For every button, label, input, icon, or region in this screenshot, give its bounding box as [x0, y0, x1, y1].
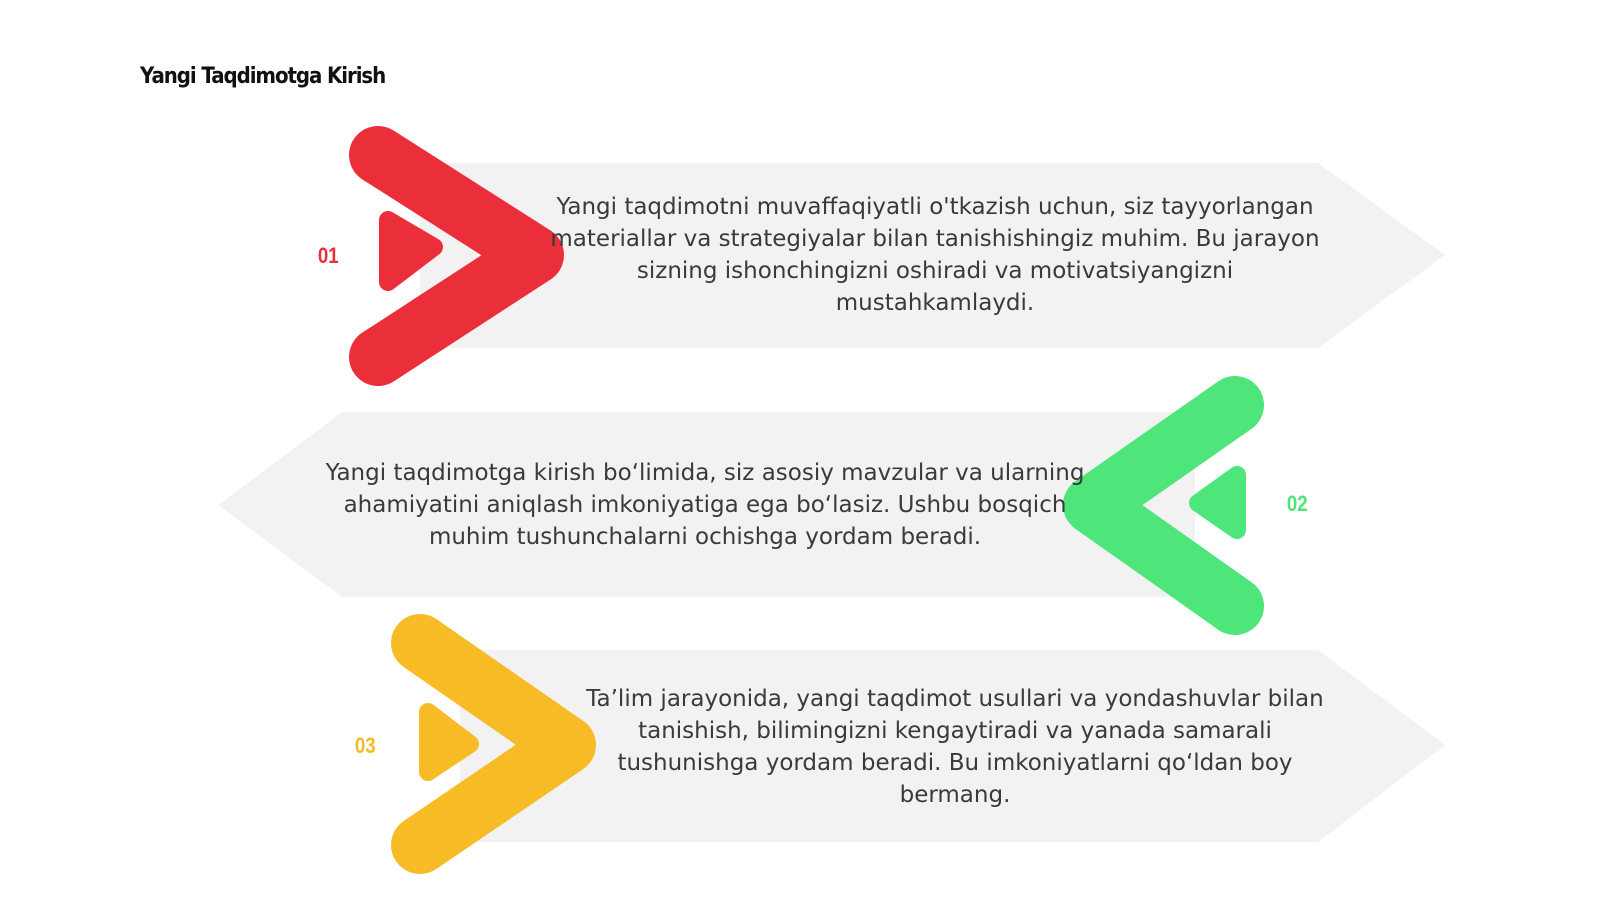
step-3-text: Ta’lim jarayonida, yangi taqdimot usullari va yondashuvlar bilan tanishish, bilimingizni kengaytiradi va yanada samarali tushunishga yordam beradi. Bu imkoniyatlarni qo‘ldan boy bermang. — [586, 686, 1324, 808]
step-1-text: Yangi taqdimotni muvaffaqiyatli o'tkazish uchun, siz tayyorlangan materiallar va strategiyalar bilan tanishishingiz muhim. Bu jarayon sizning ishonchingizni oshiradi va motivatsiyangizni mustahkamlaydi. — [550, 194, 1320, 316]
step-3-number: 03 — [354, 733, 376, 758]
step-2-number: 02 — [1286, 491, 1308, 516]
step-2-text: Yangi taqdimotga kirish bo‘limida, siz asosiy mavzular va ularning ahamiyatini aniqlash imkoniyatiga ega bo‘lasiz. Ushbu bosqich muhim tushunchalarni ochishga yordam beradi. — [325, 460, 1085, 550]
step-1-number: 01 — [317, 243, 339, 268]
slide-title: Yangi Taqdimotga Kirish — [140, 64, 386, 89]
step-2-play-icon — [1198, 475, 1237, 530]
